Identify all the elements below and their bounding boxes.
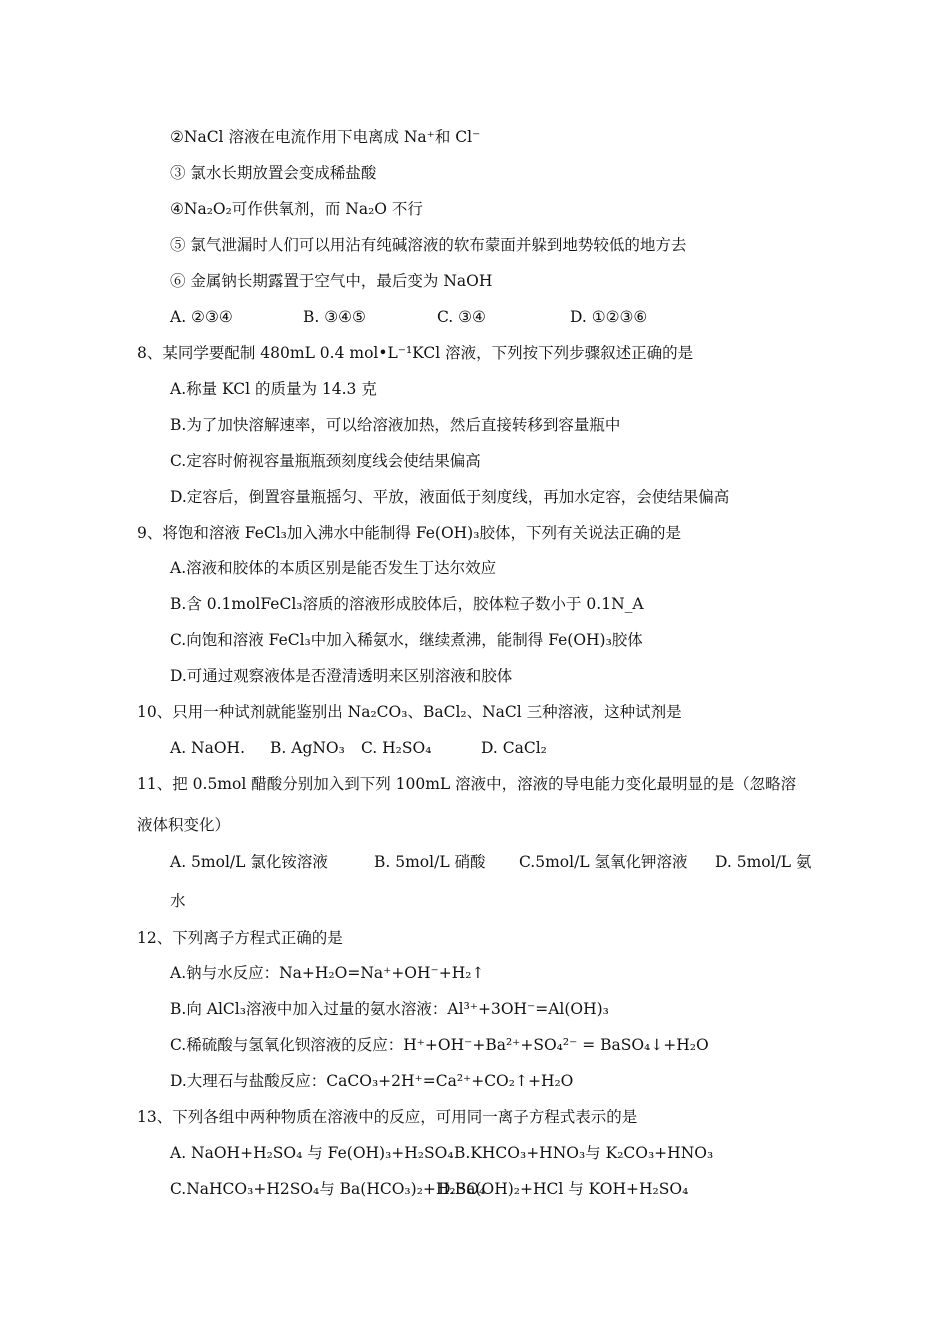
statement-2: ②NaCl 溶液在电流作用下电离成 Na⁺和 Cl⁻ — [170, 128, 481, 146]
question-13-stem: 13、下列各组中两种物质在溶液中的反应，可用同一离子方程式表示的是 — [137, 1108, 638, 1126]
option-c: C. ③④ — [437, 308, 486, 326]
q9-option-b: B.含 0.1molFeCl₃溶质的溶液形成胶体后，胶体粒子数小于 0.1N_A — [170, 595, 644, 613]
question-8-stem: 8、某同学要配制 480mL 0.4 mol•L⁻¹KCl 溶液，下列按下列步骤叙述正确的是 — [137, 344, 694, 362]
question-11-stem: 11、把 0.5mol 醋酸分别加入到下列 100mL 溶液中，溶液的导电能力变化最明显的是（忽略溶 — [137, 775, 797, 793]
option-a: A. NaOH. — [170, 739, 246, 757]
option-b: B. 5mol/L 硝酸 — [374, 853, 486, 871]
question-9-stem: 9、将饱和溶液 FeCl₃加入沸水中能制得 Fe(OH)₃胶体，下列有关说法正确的是 — [137, 524, 681, 542]
option-b: B.KHCO₃+HNO₃与 K₂CO₃+HNO₃ — [454, 1144, 714, 1162]
q8-option-d: D.定容后，倒置容量瓶摇匀、平放，液面低于刻度线，再加水定容，会使结果偏高 — [170, 488, 730, 506]
q7-options — [0, 306, 950, 328]
q8-option-c: C.定容时俯视容量瓶瓶颈刻度线会使结果偏高 — [170, 452, 481, 470]
option-c: C.NaHCO₃+H2SO₄与 Ba(HCO₃)₂+H₂SO₄ — [170, 1180, 486, 1198]
q12-option-a: A.钠与水反应：Na+H₂O=Na⁺+OH⁻+H₂↑ — [170, 964, 485, 982]
question-12-stem: 12、下列离子方程式正确的是 — [137, 929, 343, 947]
q9-option-c: C.向饱和溶液 FeCl₃中加入稀氨水，继续煮沸，能制得 Fe(OH)₃胶体 — [170, 631, 643, 649]
option-a: A. 5mol/L 氯化铵溶液 — [170, 853, 328, 871]
option-d: D. CaCl₂ — [481, 739, 547, 757]
question-10-stem: 10、只用一种试剂就能鉴别出 Na₂CO₃、BaCl₂、NaCl 三种溶液，这种试剂是 — [137, 703, 682, 721]
statement-3: ③ 氯水长期放置会变成稀盐酸 — [170, 164, 377, 182]
q11-option-d-cont: 水 — [170, 892, 186, 910]
question-11-stem-cont: 液体积变化） — [137, 816, 231, 834]
statement-6: ⑥ 金属钠长期露置于空气中，最后变为 NaOH — [170, 272, 493, 290]
option-d: D. ①②③⑥ — [570, 308, 648, 326]
option-c: C.5mol/L 氢氧化钾溶液 — [519, 853, 688, 871]
option-b: B. AgNO₃ — [270, 739, 345, 757]
q10-options — [0, 737, 950, 759]
q8-option-b: B.为了加快溶解速率，可以给溶液加热，然后直接转移到容量瓶中 — [170, 416, 621, 434]
q13-options-row2 — [0, 1178, 950, 1200]
option-d: D. 5mol/L 氨 — [715, 853, 812, 871]
q11-options — [0, 851, 950, 873]
option-a: A. ②③④ — [170, 308, 233, 326]
q12-option-b: B.向 AlCl₃溶液中加入过量的氨水溶液：Al³⁺+3OH⁻=Al(OH)₃ — [170, 1000, 609, 1018]
q12-option-c: C.稀硫酸与氢氧化钡溶液的反应：H⁺+OH⁻+Ba²⁺+SO₄²⁻ = BaSO₄↓+H₂O — [170, 1036, 709, 1054]
q13-options-row1 — [0, 1142, 950, 1164]
statement-4: ④Na₂O₂可作供氧剂，而 Na₂O 不行 — [170, 200, 423, 218]
q12-option-d: D.大理石与盐酸反应：CaCO₃+2H⁺=Ca²⁺+CO₂↑+H₂O — [170, 1072, 574, 1090]
q9-option-d: D.可通过观察液体是否澄清透明来区别溶液和胶体 — [170, 667, 513, 685]
option-b: B. ③④⑤ — [303, 308, 366, 326]
option-a: A. NaOH+H₂SO₄ 与 Fe(OH)₃+H₂SO₄ — [170, 1144, 454, 1162]
option-d: D.Ba(OH)₂+HCl 与 KOH+H₂SO₄ — [438, 1180, 689, 1198]
q8-option-a: A.称量 KCl 的质量为 14.3 克 — [170, 380, 377, 398]
statement-5: ⑤ 氯气泄漏时人们可以用沾有纯碱溶液的软布蒙面并躲到地势较低的地方去 — [170, 236, 687, 254]
q9-option-a: A.溶液和胶体的本质区别是能否发生丁达尔效应 — [170, 559, 497, 577]
option-c: C. H₂SO₄ — [361, 739, 432, 757]
